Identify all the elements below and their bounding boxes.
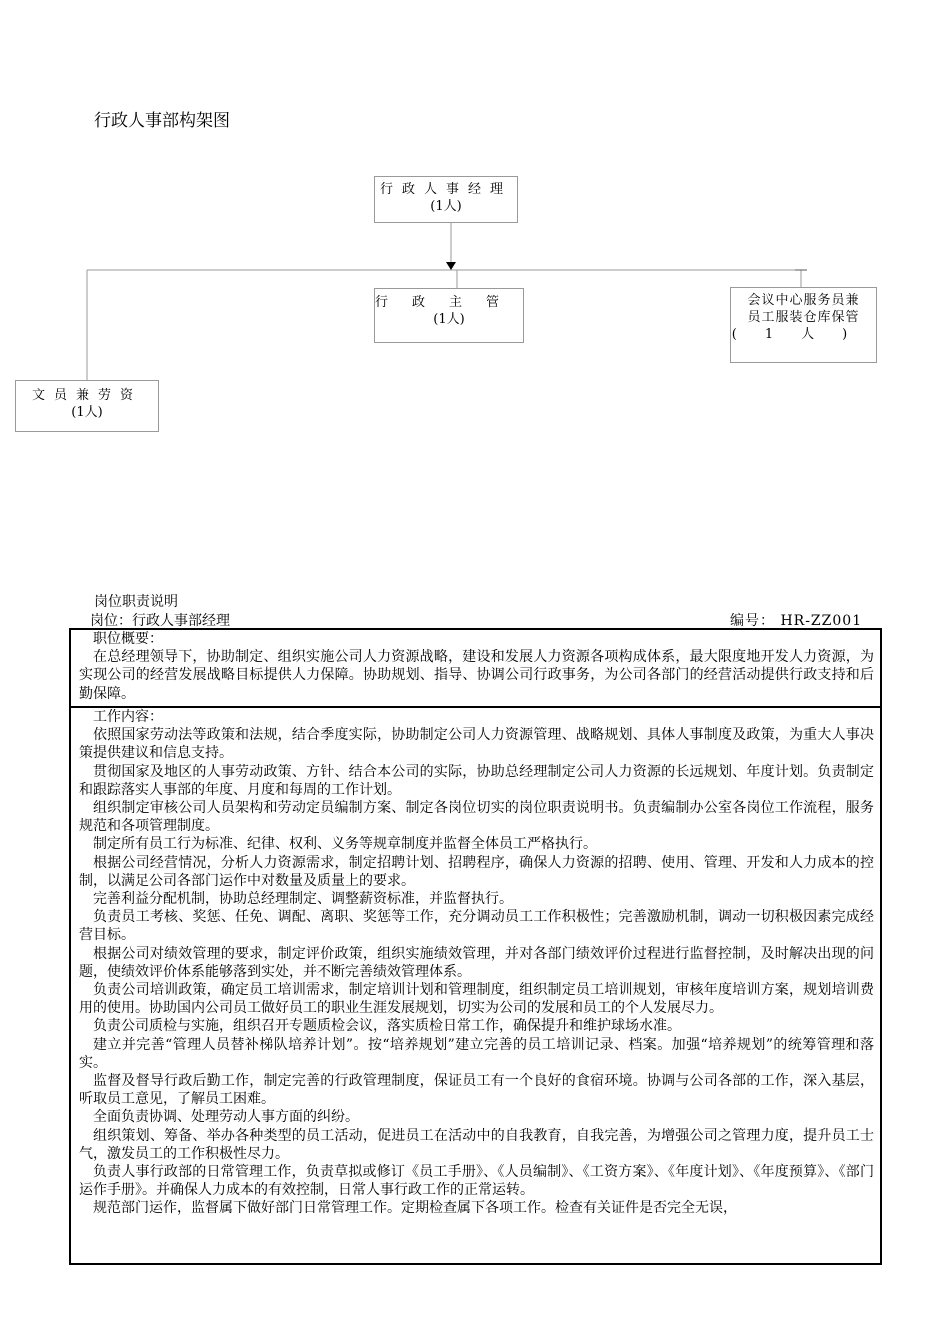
work-item: 组织策划、筹备、举办各种类型的员工活动，促进员工在活动中的自我教育，自我完善，为增强公司之管理力度，提升员工士气，激发员工的工作积极性尽力。 xyxy=(79,1127,874,1162)
org-box-label: 行政主管 xyxy=(375,295,524,310)
work-item: 根据公司对绩效管理的要求，制定评价政策，组织实施绩效管理，并对各部门绩效评价过程进行监督控制，及时解决出现的问题，使绩效评价体系能够落到实处，并不断完善绩效管理体系。 xyxy=(79,945,874,980)
org-box-count: (1人) xyxy=(71,405,103,420)
work-item: 组织制定审核公司人员架构和劳动定员编制方案、制定各岗位切实的岗位职责说明书。负责编制办公室各岗位工作流程，服务规范和各项管理制度。 xyxy=(79,800,874,835)
work-item: 规范部门运作，监督属下做好部门日常管理工作。定期检查属下各项工作。检查有关证件是否完全无误， xyxy=(93,1200,737,1217)
org-box-label: 会议中心服务员兼 xyxy=(747,293,860,308)
org-box-hr-manager xyxy=(374,176,518,223)
work-heading: 工作内容： xyxy=(93,709,163,725)
job-description-table xyxy=(69,628,882,1265)
work-item: 根据公司经营情况，分析人力资源需求，制定招聘计划、招聘程序，确保人力资源的招聘、使用、管理、开发和人力成本的控制，以满足公司各部门运作中对数量及质量上的要求。 xyxy=(79,854,874,889)
work-item: 负责员工考核、奖惩、任免、调配、离职、奖惩等工作，充分调动员工工作积极性；完善激励机制，调动一切积极因素完成经营目标。 xyxy=(79,909,874,944)
overview-text: 在总经理领导下，协助制定、组织实施公司人力资源战略，建设和发展人力资源各项构成体系，最大限度地开发人力资源，为实现公司的经营发展战略目标提供人力保障。协助规划、指导、协调公司行政事务，为公司各部门的经营活动提供行政支持和后勤保障。 xyxy=(79,649,874,702)
org-box-label: 文员兼劳资 xyxy=(31,388,142,403)
work-item: 建立并完善“管理人员替补梯队培养计划”。按“培养规划”建立完善的员工培训记录、档案。加强“培养规划”的统筹管理和落实。 xyxy=(79,1036,874,1071)
org-box-clerk-payroll xyxy=(15,380,159,432)
org-box-count: (1人) xyxy=(731,327,876,342)
work-item: 依照国家劳动法等政策和法规，结合季度实际，协助制定公司人力资源管理、战略规划、具体人事制度及政策，为重大人事决策提供建议和信息支持。 xyxy=(79,727,874,762)
overview-cell xyxy=(71,630,880,708)
section-title: 岗位职责说明 xyxy=(94,594,178,610)
work-item: 贯彻国家及地区的人事劳动政策、方针、结合本公司的实际，协助总经理制定公司人力资源的长远规划、年度计划。负责制定和跟踪落实人事部的年度、月度和每周的工作计划。 xyxy=(79,763,874,798)
work-item: 负责公司质检与实施，组织召开专题质检会议，落实质检日常工作，确保提升和维护球场水准。 xyxy=(93,1018,681,1035)
org-box-count: (1人) xyxy=(433,312,465,327)
work-content-cell xyxy=(71,708,880,1218)
work-item: 制定所有员工行为标准、纪律、权利、义务等规章制度并监督全体员工严格执行。 xyxy=(93,836,597,853)
work-item: 负责公司培训政策，确定员工培训需求，制定培训计划和管理制度，组织制定员工培训规划，审核年度培训方案，规划培训费用的使用。协助国内公司员工做好员工的职业生涯发展规划，切实为公司的发展和员工的个人发展尽力。 xyxy=(79,982,874,1017)
work-item: 完善利益分配机制，协助总经理制定、调整薪资标准，并监督执行。 xyxy=(93,891,513,908)
org-box-meeting-attendant xyxy=(730,287,877,363)
post-label: 岗位：行政人事部经理 xyxy=(90,613,230,629)
org-box-count: (1人) xyxy=(430,199,462,214)
work-item: 负责人事行政部的日常管理工作，负责草拟或修订《员工手册》、《人员编制》、《工资方案》、《年度计划》、《年度预算》、《部门运作手册》。并确保人力成本的有效控制，日常人事行政工作的正常运转。 xyxy=(79,1164,874,1199)
work-item: 监督及督导行政后勤工作，制定完善的行政管理制度，保证员工有一个良好的食宿环境。协调与公司各部的工作，深入基层，听取员工意见，了解员工困难。 xyxy=(79,1073,874,1108)
org-box-label: 行政人事经理 xyxy=(379,182,512,197)
code-label: 编号： HR-ZZ001 xyxy=(730,613,863,629)
org-box-admin-supervisor xyxy=(374,288,524,343)
overview-heading: 职位概要： xyxy=(93,631,163,647)
chart-title: 行政人事部构架图 xyxy=(94,111,230,131)
work-item: 全面负责协调、处理劳动人事方面的纠纷。 xyxy=(93,1109,359,1126)
org-box-label-2: 员工服装仓库保管 xyxy=(747,310,860,325)
